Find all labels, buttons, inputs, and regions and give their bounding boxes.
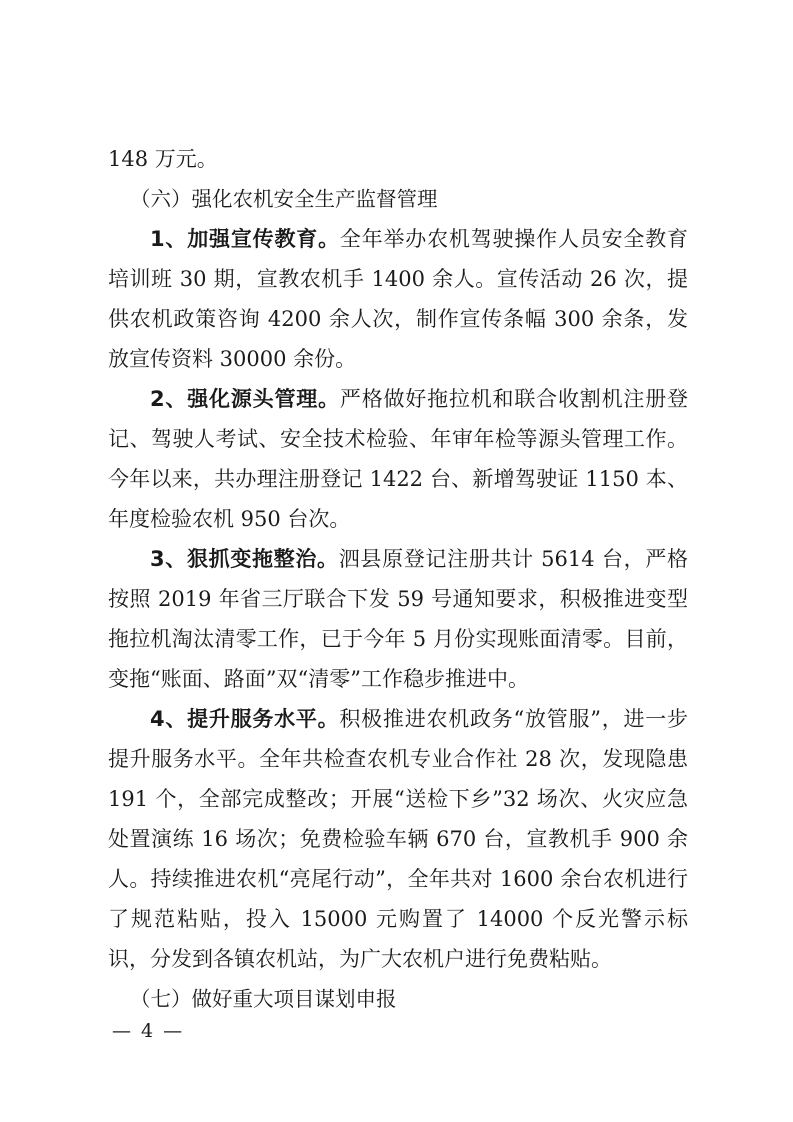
paragraph-lead: 2、强化源头管理。 (150, 387, 340, 411)
page-number: — 4 — (112, 1020, 185, 1042)
document-body (108, 139, 688, 1019)
paragraph-lead: 1、加强宣传教育。 (150, 227, 340, 251)
section-heading-6 (108, 179, 688, 219)
paragraph-publicity-education (108, 219, 688, 379)
paragraph-text: 全年举办农机驾驶操作人员安全教育培训班 30 期，宣教农机手 1400 余人。宣传活动 26 次，提供农机政策咨询 4200 余人次，制作宣传条幅 300 余条，发放宣传资料 30000 余份。 (108, 227, 688, 371)
paragraph-service-level (108, 699, 688, 979)
paragraph-text: 积极推进农机政务“放管服”，进一步提升服务水平。全年共检查农机专业合作社 28 次，发现隐患 191 个，全部完成整改；开展“送检下乡”32 场次、火灾应急处置演练 16 场次；免费检验车辆 670 台，宣教机手 900 余人。持续推进农机“亮尾行动”，全年共对 1600 余台农机进行了规范粘贴，投入 15000 元购置了 14000 个反光警示标识，分发到各镇农机站，为广大农机户进行免费粘贴。 (108, 707, 688, 971)
paragraph-text: 严格做好拖拉机和联合收割机注册登记、驾驶人考试、安全技术检验、年审年检等源头管理工作。今年以来，共办理注册登记 1422 台、新增驾驶证 1150 本、年度检验农机 950 台次。 (108, 387, 688, 531)
paragraph-continuation (108, 139, 688, 179)
paragraph-source-management (108, 379, 688, 539)
heading-text: （七）做好重大项目谋划申报 (130, 987, 397, 1011)
paragraph-tractor-rectification (108, 539, 688, 699)
paragraph-text: 泗县原登记注册共计 5614 台，严格按照 2019 年省三厅联合下发 59 号通知要求，积极推进变型拖拉机淘汰清零工作，已于今年 5 月份实现账面清零。目前，变拖“账面、路面”双“清零”工作稳步推进中。 (108, 547, 688, 691)
paragraph-lead: 4、提升服务水平。 (150, 707, 340, 731)
heading-text: （六）强化农机安全生产监督管理 (130, 187, 438, 211)
paragraph-lead: 3、狠抓变拖整治。 (150, 547, 339, 571)
paragraph-text: 148 万元。 (108, 147, 218, 171)
section-heading-7 (108, 979, 688, 1019)
